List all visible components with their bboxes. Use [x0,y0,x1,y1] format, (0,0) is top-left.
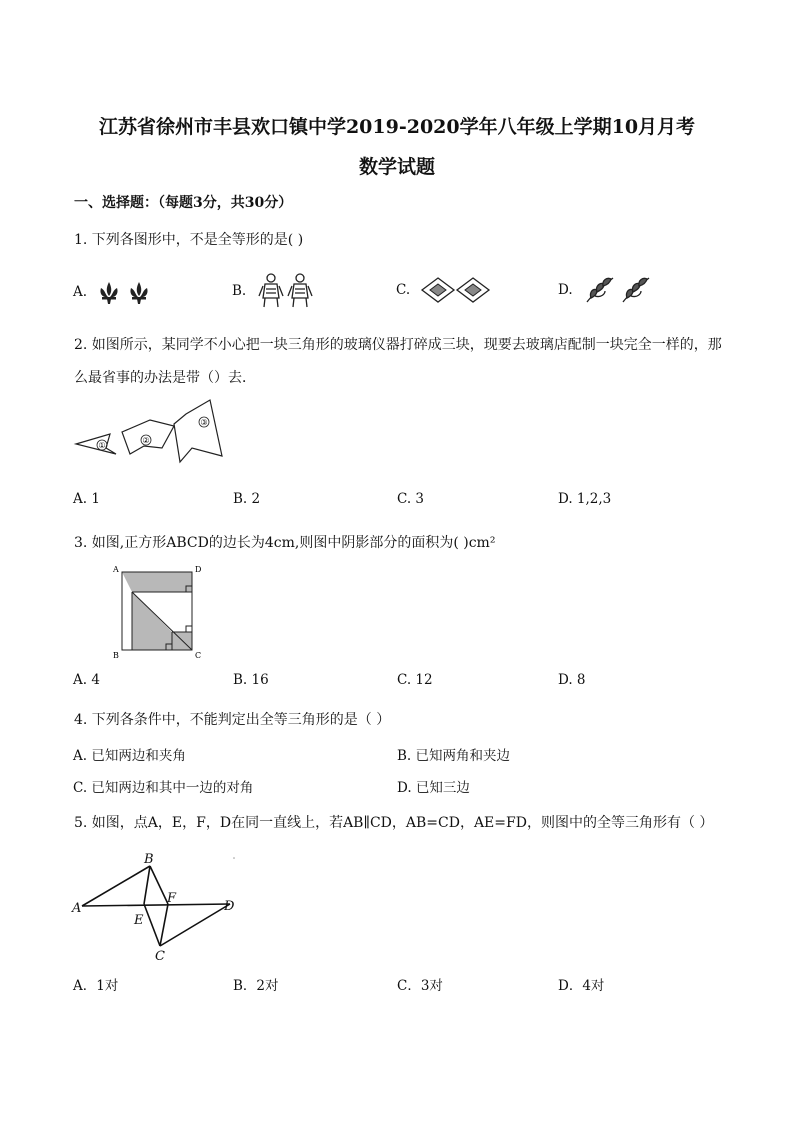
q2-stem-line1: 2. 如图所示，某同学不小心把一块三角形的玻璃仪器打碎成三块，现要去玻璃店配制一块完全一样的，那 [74,337,722,353]
q3-label-d: D [195,565,202,574]
q1-option-c [396,277,492,303]
q5-label-f: F [167,891,177,906]
q2-option-b: B. 2 [233,491,261,507]
q5-label-d: D [224,899,235,914]
q4-option-c: C. 已知两边和其中一边的对角 [73,780,254,796]
q3-label-c: C [195,651,202,660]
q2-stem-line2: 么最省事的办法是带（）去． [74,370,256,386]
q3-option-b: B. 16 [233,672,269,688]
q2-piece-1-label: ① [98,441,106,450]
q3-option-c: C. 12 [397,672,433,688]
q3-option-d: D. 8 [558,672,586,688]
q4-option-b: B. 已知两角和夹边 [397,748,511,764]
q2-broken-triangle-figure [70,396,230,468]
q1-option-d [558,274,655,306]
q2-piece-2-label: ② [142,436,150,445]
q2-piece-3 [174,400,222,462]
q2-piece-1 [76,434,116,454]
q3-shaded-triangle [132,592,172,650]
q5-option-d: D．4对 [558,978,605,994]
q4-option-a: A. 已知两边和夹角 [73,748,186,764]
q5-option-a: A．1对 [73,978,119,994]
q5-label-e: E [134,913,144,928]
q5-label-c: C [155,949,165,964]
q3-shaded-top [122,572,192,592]
q1-option-b [232,272,318,310]
leaf-sprig-pair-icon [583,274,655,306]
q5-option-b: B．2对 [233,978,279,994]
q3-square-figure [104,562,208,662]
q2-option-d: D. 1,2,3 [558,491,612,507]
q5-label-a: A [72,901,82,916]
q5-stem: 5. 如图，点A，E，F，D在同一直线上，若AB∥CD，AB=CD，AE=FD，则图中的全等三角形有（ ） [74,815,714,831]
q2-option-a: A. 1 [73,491,100,507]
q5-label-b: B [144,852,154,867]
q5-option-c: C．3对 [397,978,443,994]
q5-geometry-figure [70,846,250,964]
q1-option-d-label: D. [558,282,573,298]
q1-stem: 1. 下列各图形中，不是全等形的是( ) [74,232,304,248]
q3-label-b: B [113,651,119,660]
figure-pair-icon [256,272,318,310]
q3-stem: 3. 如图,正方形ABCD的边长为4cm,则图中阴影部分的面积为( )cm² [74,535,496,551]
diamond-pair-icon [420,277,492,303]
q4-stem: 4. 下列各条件中，不能判定出全等三角形的是（ ） [74,712,391,728]
fleur-de-lis-pair-icon [97,278,167,306]
q1-option-b-label: B. [232,283,247,299]
q3-label-a: A [113,565,119,574]
q3-option-a: A. 4 [73,672,100,688]
q2-piece-3-label: ③ [200,418,208,427]
page-title-line2: 数学试题 [358,156,435,178]
q2-option-c: C. 3 [397,491,425,507]
q1-option-a [73,278,167,306]
q4-option-d: D. 已知三边 [397,780,470,796]
q1-option-a-label: A. [73,284,88,300]
page-title-line1: 江苏省徐州市丰县欢口镇中学2019-2020学年八年级上学期10月月考 [98,116,696,138]
q1-option-c-label: C. [396,282,411,298]
section-heading: 一、选择题：（每题3分，共30分） [74,195,293,211]
